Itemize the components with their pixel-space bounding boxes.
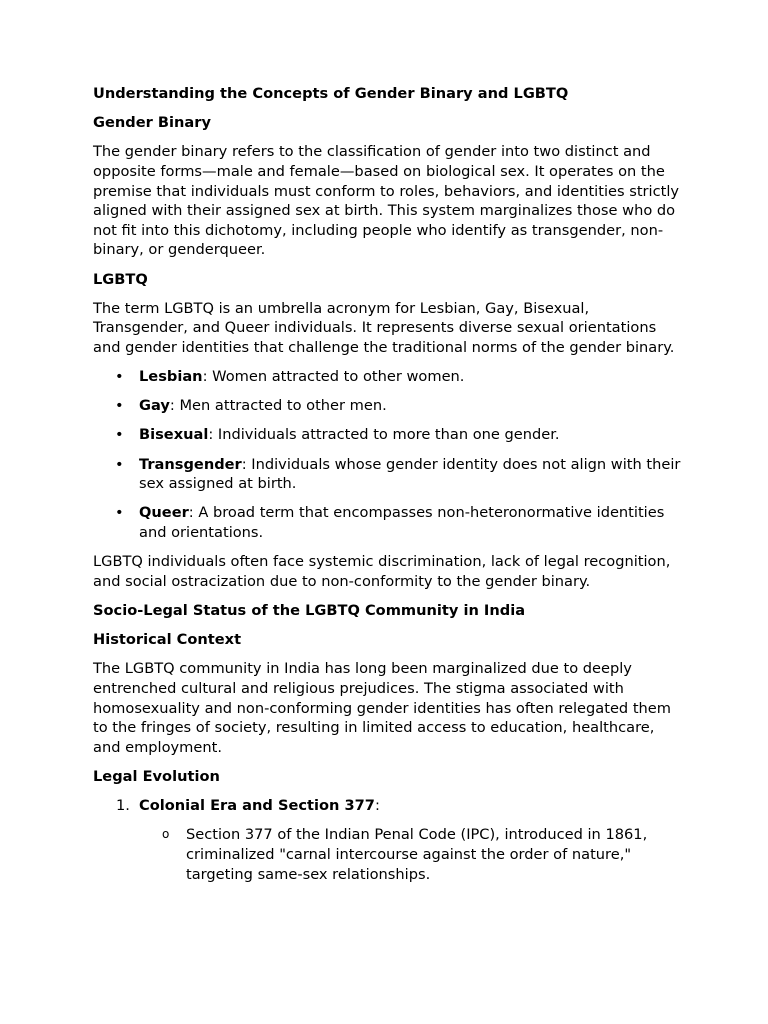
term-bisexual: Bisexual — [139, 426, 209, 444]
item-title-colonial-era: Colonial Era and Section 377 — [139, 797, 375, 815]
list-item-gay — [115, 396, 683, 416]
legal-evolution-list — [93, 796, 683, 884]
list-item-queer — [115, 503, 683, 542]
paragraph-lgbtq-discrimination: LGBTQ individuals often face systemic discrimination, lack of legal recognition, and social ostracization due to non-conformity to the gender binary. — [93, 553, 671, 590]
item-title-suffix: : — [374, 797, 380, 815]
term-gay: Gay — [139, 397, 170, 415]
bullet-icon: • — [115, 504, 124, 522]
sub-list-item-section-377 — [162, 825, 683, 884]
bullet-icon: • — [115, 455, 124, 473]
section-heading-socio-legal: Socio-Legal Status of the LGBTQ Community in India — [93, 602, 526, 619]
subheading-legal-evolution: Legal Evolution — [93, 767, 220, 785]
definition-queer: : A broad term that encompasses non-heteronormative identities and orientations. — [139, 504, 665, 542]
lgbtq-term-list — [93, 367, 683, 543]
sub-item-text: Section 377 of the Indian Penal Code (IPC), introduced in 1861, criminalized "carnal intercourse against the order of nature," targeting same-sex relationships. — [186, 826, 648, 883]
list-item-bisexual — [115, 425, 683, 445]
paragraph-gender-binary: The gender binary refers to the classification of gender into two distinct and opposite forms—male and female—based on biological sex. It operates on the premise that individuals must conform to roles, behaviors, and identities strictly aligned with their assigned sex at birth. This system marginalizes those who do not fit into this dichotomy, including people who identify as transgender, non-binary, or genderqueer. — [93, 143, 680, 259]
paragraph-lgbtq-intro: The term LGBTQ is an umbrella acronym for Lesbian, Gay, Bisexual, Transgender, and Queer individuals. It represents diverse sexual orientations and gender identities that challenge the traditional norms of the gender binary. — [93, 299, 675, 356]
list-item-colonial-era — [116, 796, 683, 884]
list-item-transgender — [115, 455, 683, 494]
bullet-icon: • — [115, 426, 124, 444]
list-item-lesbian — [115, 367, 683, 387]
subheading-historical-context: Historical Context — [93, 631, 242, 649]
section-heading-lgbtq: LGBTQ — [93, 270, 148, 288]
section-heading-gender-binary: Gender Binary — [93, 114, 211, 132]
definition-lesbian: : Women attracted to other women. — [202, 368, 465, 386]
document-title: Understanding the Concepts of Gender Binary and LGBTQ — [93, 85, 569, 102]
list-number: 1. — [116, 797, 130, 815]
term-queer: Queer — [139, 504, 189, 522]
document-page — [93, 84, 683, 894]
term-lesbian: Lesbian — [139, 368, 203, 386]
bullet-icon: • — [115, 368, 124, 386]
circle-bullet-icon: o — [162, 827, 170, 842]
definition-transgender: : Individuals whose gender identity does not align with their sex assigned at birth. — [139, 455, 681, 493]
sub-list — [139, 825, 683, 884]
paragraph-historical-context: The LGBTQ community in India has long been marginalized due to deeply entrenched cultural and religious prejudices. The stigma associated with homosexuality and non-conforming gender identities has often relegated them to the fringes of society, resulting in limited access to education, healthcare, and employment. — [93, 660, 671, 756]
term-transgender: Transgender — [139, 455, 242, 473]
bullet-icon: • — [115, 397, 124, 415]
definition-gay: : Men attracted to other men. — [169, 397, 387, 415]
definition-bisexual: : Individuals attracted to more than one gender. — [208, 426, 560, 444]
